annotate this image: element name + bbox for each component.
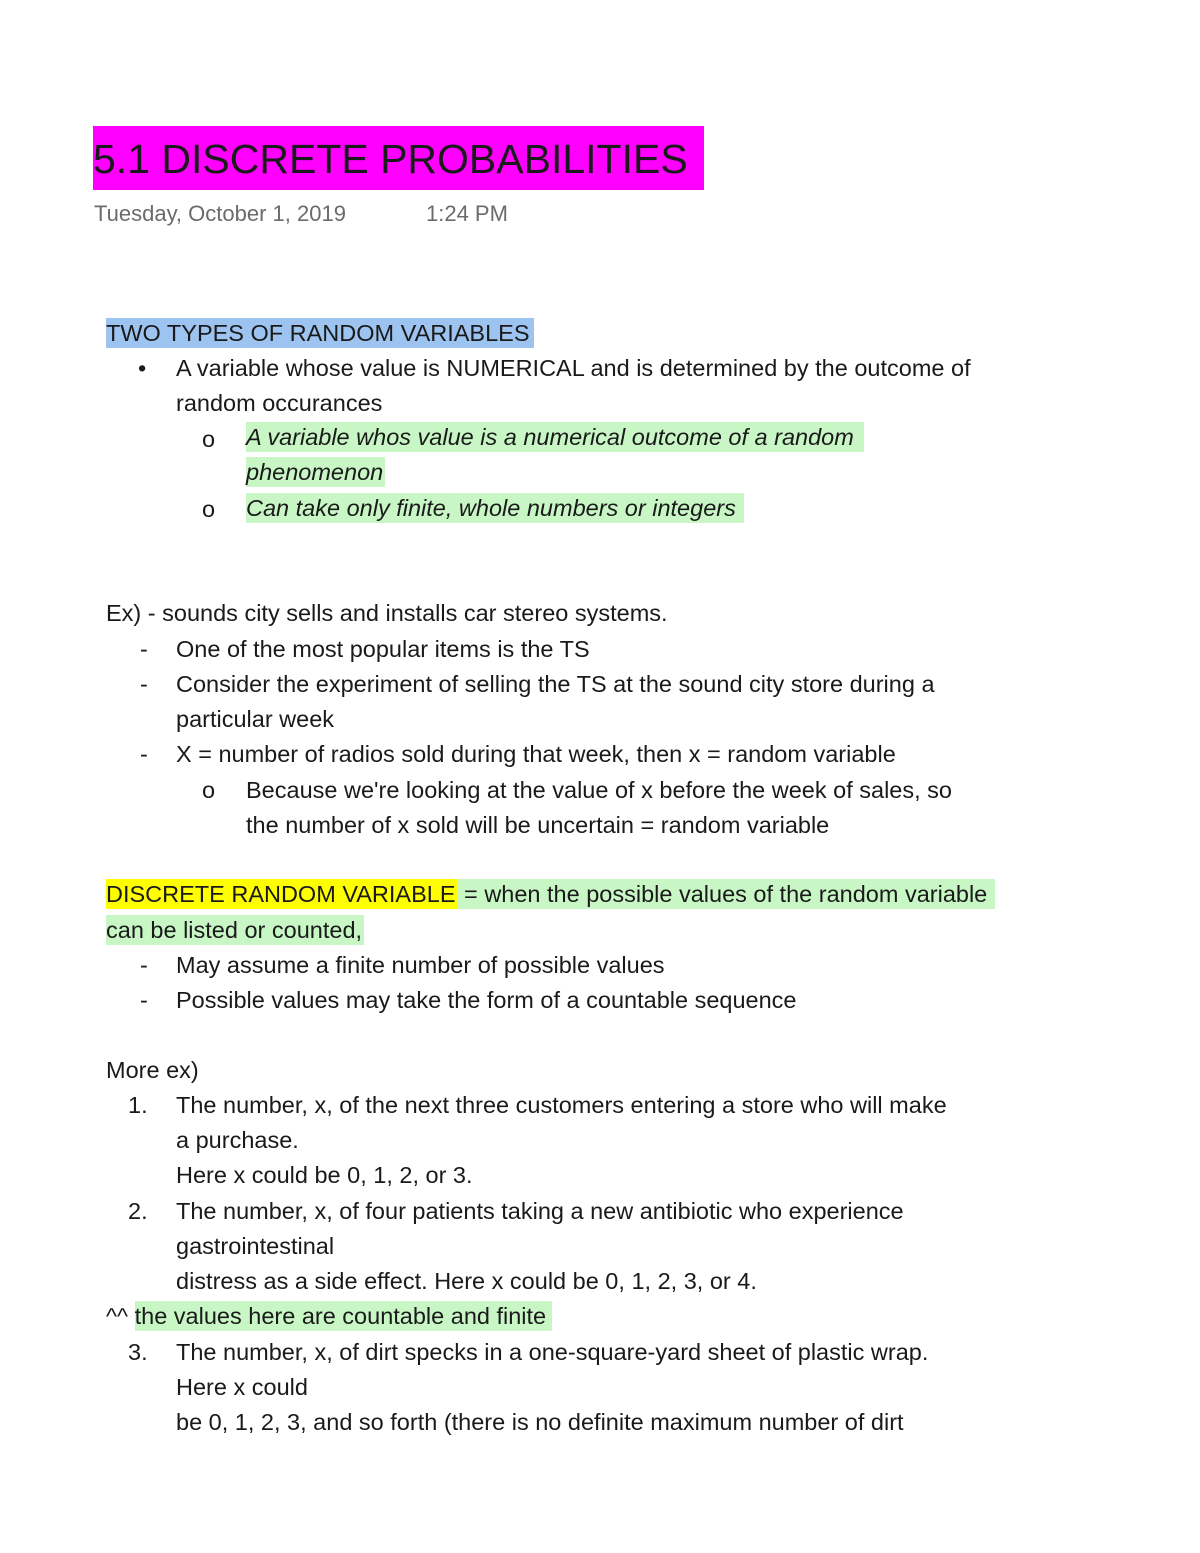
definition-item: May assume a finite number of possible values [176, 952, 665, 978]
numbered-item: The number, x, of dirt specks in a one-square-yard sheet of plastic wrap. [176, 1339, 929, 1365]
definition-term: DISCRETE RANDOM VARIABLE [106, 881, 456, 907]
numbered-item-cont: be 0, 1, 2, 3, and so forth (there is no definite maximum number of dirt [176, 1409, 904, 1435]
sub-bullet-marker: o [202, 496, 216, 522]
numbered-item-cont: distress as a side effect. Here x could be 0, 1, 2, 3, or 4. [176, 1268, 757, 1294]
example-intro: Ex) - sounds city sells and installs car stereo systems. [106, 600, 668, 626]
numbered-item-cont: Here x could [176, 1374, 308, 1400]
example-item: Consider the experiment of selling the TS at the sound city store during a [176, 671, 935, 697]
number-marker: 3. [128, 1339, 148, 1365]
dash-marker: - [140, 741, 148, 767]
section-heading-text: TWO TYPES OF RANDOM VARIABLES [106, 318, 534, 348]
note-line [106, 1299, 552, 1334]
numbered-item: The number, x, of the next three customers entering a store who will make [176, 1092, 947, 1118]
note-time: 1:24 PM [426, 201, 508, 226]
dash-marker: - [140, 636, 148, 662]
sub-bullet-marker: o [202, 777, 216, 803]
definition-text: = when the possible values of the random variable [458, 879, 996, 909]
definition-line [106, 877, 995, 912]
note-date: Tuesday, October 1, 2019 [94, 201, 346, 226]
example-sub-item: Because we're looking at the value of x before the week of sales, so [246, 777, 952, 803]
example-sub-item-cont: the number of x sold will be uncertain = random variable [246, 812, 830, 838]
sub-bullet-marker: o [202, 426, 216, 452]
page-title: 5.1 DISCRETE PROBABILITIES [93, 126, 704, 190]
sub-bullet-text-cont [246, 455, 385, 490]
sub-bullet-text-highlight: Can take only finite, whole numbers or integers [246, 493, 744, 523]
section-heading [106, 316, 534, 351]
numbered-item-cont: gastrointestinal [176, 1233, 335, 1259]
sub-bullet-text-highlight: A variable whos value is a numerical outcome of a random [246, 422, 864, 452]
example-item-cont: particular week [176, 706, 335, 732]
sub-bullet-text [246, 491, 744, 526]
bullet-marker: • [138, 355, 147, 381]
sub-bullet-text-cont-highlight: phenomenon [246, 459, 384, 485]
number-marker: 1. [128, 1092, 148, 1118]
numbered-item-cont: a purchase. [176, 1127, 299, 1153]
note-text: the values here are countable and finite [135, 1301, 553, 1331]
number-marker: 2. [128, 1198, 148, 1224]
more-examples-heading: More ex) [106, 1057, 199, 1083]
dash-marker: - [140, 952, 148, 978]
sub-bullet-text [246, 420, 864, 455]
definition-text-cont: can be listed or counted, [106, 917, 363, 943]
dash-marker: - [140, 671, 148, 697]
numbered-item-cont: Here x could be 0, 1, 2, or 3. [176, 1162, 473, 1188]
numbered-item: The number, x, of four patients taking a new antibiotic who experience [176, 1198, 904, 1224]
example-item: One of the most popular items is the TS [176, 636, 590, 662]
definition-item: Possible values may take the form of a countable sequence [176, 987, 797, 1013]
bullet-text: A variable whose value is NUMERICAL and is determined by the outcome of [176, 355, 971, 381]
example-item: X = number of radios sold during that week, then x = random variable [176, 741, 896, 767]
dash-marker: - [140, 987, 148, 1013]
bullet-text-cont: random occurances [176, 390, 383, 416]
note-prefix: ^^ [106, 1303, 135, 1329]
definition-line-cont [106, 913, 364, 948]
